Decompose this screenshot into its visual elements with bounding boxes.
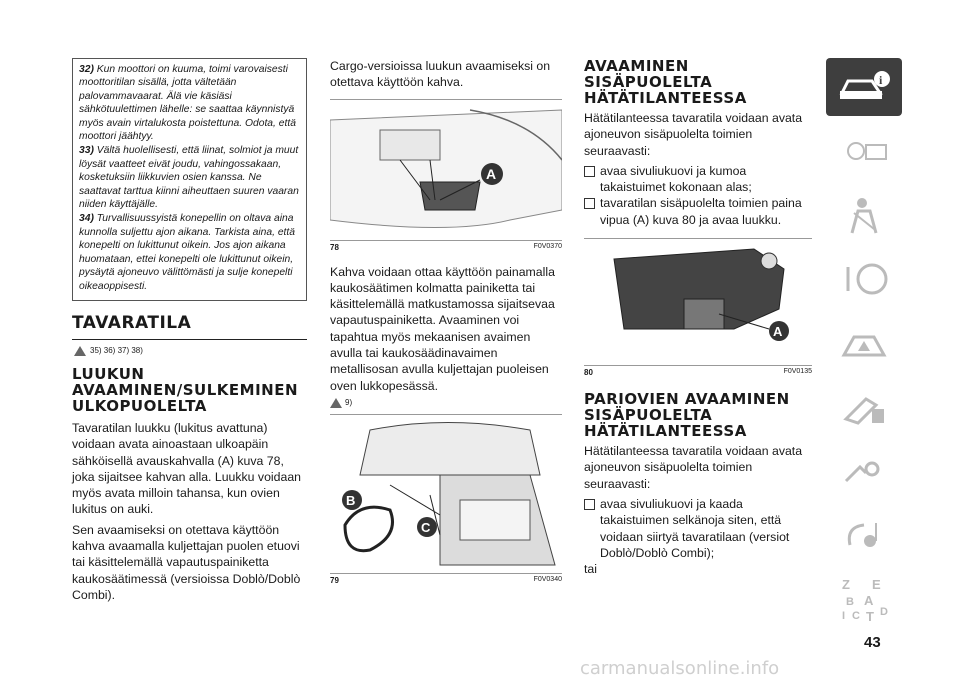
lock-lever-illustration bbox=[584, 239, 812, 365]
section-title: TAVARATILA bbox=[72, 312, 192, 333]
tailgate-handle-illustration bbox=[330, 100, 562, 240]
svg-text:C: C bbox=[852, 610, 860, 622]
list-item: avaa sivuliukuovi ja kumoa takaistuimet kokonaan alas; bbox=[584, 163, 812, 196]
warning-triangle-icon bbox=[330, 398, 342, 408]
bullet-square-icon bbox=[584, 166, 595, 177]
paragraph: Sen avaamiseksi on otettava käyttöön kahva avaamalla kuljettajan puolen etuovi tai käsittelemällä vapautuspainiketta kaukosäätimessä (versioissa Doblò/Doblò Combi). bbox=[72, 522, 301, 602]
svg-text:Z: Z bbox=[842, 577, 850, 592]
figure-79 bbox=[330, 414, 562, 574]
car-info-icon[interactable] bbox=[826, 58, 902, 116]
chapter-sidebar bbox=[826, 58, 902, 634]
section-title: PARIOVIEN AVAAMINEN SISÄPUOLELTA HÄTÄTILANTEESSA bbox=[584, 390, 790, 441]
svg-text:i: i bbox=[879, 73, 883, 87]
maintenance-icon[interactable] bbox=[826, 378, 902, 436]
subsection-title: LUUKUN AVAAMINEN/SULKEMINEN ULKOPUOLELTA bbox=[72, 364, 299, 415]
callout-c: C bbox=[421, 519, 431, 535]
svg-text:D: D bbox=[880, 606, 888, 618]
column-2 bbox=[330, 58, 562, 587]
svg-text:B: B bbox=[846, 596, 854, 608]
warning-refs: 35) 36) 37) 38) bbox=[74, 346, 307, 356]
column-1 bbox=[72, 58, 307, 607]
warning-34: 34) Turvallisuussyistä konepellin on oltava aina kunnolla suljettu ajon aikana. Tarkista aina, että konepelti on lukittunut oikein. Jos ajon aikana huomataan, ettei konepelti ole lukittunut oikein, pysäytä ajoneuvo välittömästi ja sulje konepelti oikeaoppisesti. bbox=[79, 213, 295, 292]
footer-watermark: carmanualsonline.info bbox=[580, 658, 780, 679]
warning-32: 32) Kun moottori on kuuma, toimi varovaisesti moottoritilan sisällä, jotta vältetään palovammavaarat. Älä vie käsiäsi sähkötuulettimen lähelle: se saattaa käynnistyä myös avain virtalukosta poistettuna. Odota, että moottori jäähtyy. bbox=[79, 64, 296, 143]
paragraph: Tavaratilan luukku (lukitus avattuna) voidaan avata ainoastaan ulkoapäin sähköisellä avauskahvalla (A) kuva 78, joka sijaitsee kahvan alla. Luukku voidaan myös avata milloin tahansa, kun ovien lukitus on auki. bbox=[72, 420, 302, 517]
bullet-square-icon bbox=[584, 198, 595, 209]
callout-a: A bbox=[773, 324, 783, 340]
column-3 bbox=[584, 58, 812, 581]
callout-b: B bbox=[346, 492, 356, 508]
paragraph: Cargo-versioissa luukun avaamiseksi on otettava käyttöön kahva. bbox=[330, 59, 551, 90]
index-icon[interactable] bbox=[826, 570, 902, 628]
note-ref: 9) bbox=[330, 398, 562, 408]
page-number: 43 bbox=[864, 634, 881, 651]
section-title: AVAAMINEN SISÄPUOLELTA HÄTÄTILANTEESSA bbox=[584, 57, 747, 107]
bullet-square-icon bbox=[584, 499, 595, 510]
svg-text:A: A bbox=[864, 593, 874, 608]
figure-78 bbox=[330, 99, 562, 241]
list-item: tavaratilan sisäpuolelta toimien paina vipua (A) kuva 80 ja avaa luukku. bbox=[584, 195, 812, 228]
divider bbox=[72, 339, 307, 340]
callout-a: A bbox=[486, 165, 497, 182]
svg-text:I: I bbox=[842, 610, 846, 622]
warning-triangle-icon bbox=[74, 346, 86, 356]
paragraph: Hätätilanteessa tavaratila voidaan avata ajoneuvon sisäpuolelta toimien seuraavasti: bbox=[584, 444, 803, 491]
figure-80 bbox=[584, 238, 812, 366]
warning-box bbox=[72, 58, 307, 301]
multimedia-icon[interactable] bbox=[826, 506, 902, 564]
list-item: avaa sivuliukuovi ja kaada takaistuimen selkänoja siten, että voidaan siirtyä tavaratilaan (versiot Doblò/Doblò Combi); bbox=[584, 496, 812, 561]
breakdown-icon[interactable] bbox=[826, 314, 902, 372]
tech-data-icon[interactable] bbox=[826, 442, 902, 500]
seatbelt-icon[interactable] bbox=[826, 186, 902, 244]
warning-lights-icon[interactable] bbox=[826, 122, 902, 180]
figure-caption: 78 F0V0370 bbox=[330, 242, 562, 252]
steering-icon[interactable] bbox=[826, 250, 902, 308]
svg-text:T: T bbox=[866, 609, 874, 623]
figure-caption: 79 F0V0340 bbox=[330, 575, 562, 585]
figure-caption: 80 F0V0135 bbox=[584, 368, 812, 378]
paragraph: tai bbox=[584, 562, 597, 577]
open-tailgate-illustration bbox=[330, 415, 562, 573]
warning-33: 33) Vältä huolellisesti, että liinat, solmiot ja muut löysät vaatteet eivät joudu, vahingossakaan, kosketuksiin liikkuvien osien kanssa. Ne saattavat tarttua kiinni aiheuttaen suuren vaaran niiden käyttäjälle. bbox=[79, 145, 299, 211]
paragraph: Hätätilanteessa tavaratila voidaan avata ajoneuvon sisäpuolelta toimien seuraavasti: bbox=[584, 111, 803, 158]
paragraph: Kahva voidaan ottaa käyttöön painamalla kaukosäätimen kolmatta painiketta tai käsittelemällä matkustamossa sijaitsevaa vapautuspainiketta. Avaaminen voi tapahtua myös mekaanisen avaimen avulla tai kaukosäädinavaimen metallisosan avulla kuljettajan puoleisen oven lukkopesässä. bbox=[330, 264, 555, 393]
svg-text:E: E bbox=[872, 577, 881, 592]
